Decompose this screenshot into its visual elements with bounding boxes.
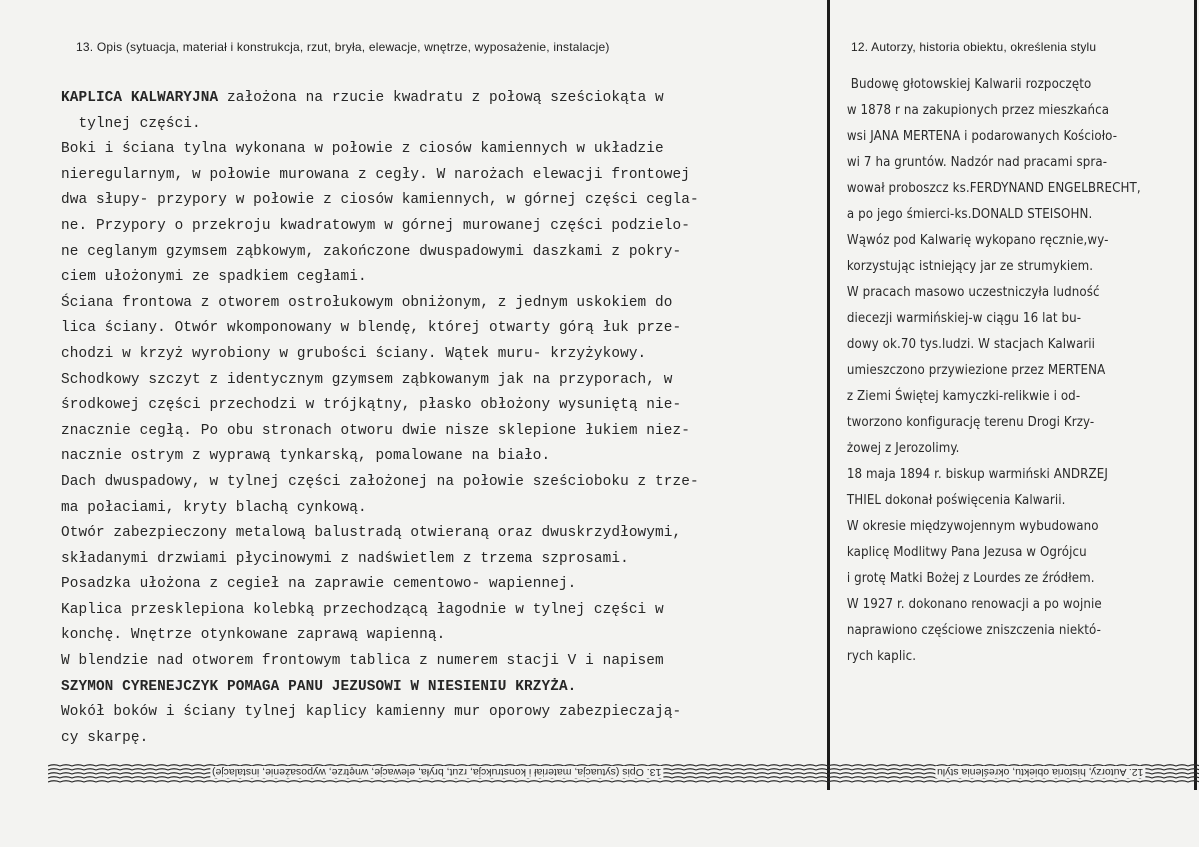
text-line: konchę. Wnętrze otynkowane zaprawą wapienną. <box>61 627 446 644</box>
text-line: i grotę Matki Bożej z Lourdes ze źródłem. <box>843 571 1095 586</box>
mirrored-section-13-header: 13. Opis (sytuacja, materiał i konstrukcja, rzut, bryła, elewacje, wnętrze, wyposażenie, instalacje) <box>212 766 662 778</box>
text-line: nacznie ostrym z wyprawą tynkarską, pomalowane na biało. <box>61 448 551 465</box>
text-line: Otwór zabezpieczony metalową balustradą otwieraną oraz dwuskrzydłowymi, <box>61 525 682 542</box>
text-line: wował proboszcz ks.FERDYNAND ENGELBRECHT, <box>843 181 1141 196</box>
text-line: W blendzie nad otworem frontowym tablica z numerem stacji V i napisem <box>61 653 664 670</box>
text-line: naprawiono częściowe zniszczenia niektó- <box>843 623 1102 638</box>
text-line: składanymi drzwiami płycinowymi z nadświetlem z trzema szprosami. <box>61 550 629 567</box>
text-line: Kaplica przesklepiona kolebką przechodzącą łagodnie w tylnej części w <box>61 601 664 618</box>
text-line: tylnej części. <box>61 115 201 132</box>
text-line: Boki i ściana tylna wykonana w połowie z ciosów kamiennych w układzie <box>61 141 664 158</box>
text-line: dwa słupy- przypory w połowie z ciosów kamiennych, w górnej części cegla- <box>61 192 699 209</box>
mirrored-section-12-header: 12. Autorzy, historia obiektu, określenia stylu <box>937 766 1144 778</box>
text-line: Wąwóz pod Kalwarię wykopano ręcznie,wy- <box>843 233 1109 248</box>
section-12-header: 12. Autorzy, historia obiektu, określenia stylu <box>851 40 1097 54</box>
description-text <box>61 86 801 751</box>
text-line: z Ziemi Świętej kamyczki-relikwie i od- <box>843 389 1081 404</box>
inscription-line <box>61 675 801 701</box>
text-line: W okresie międzywojennym wybudowano <box>843 519 1099 534</box>
text-line: W pracach masowo uczestniczyła ludność <box>843 285 1100 300</box>
text-line: korzystując istniejący jar ze strumykiem. <box>843 259 1094 274</box>
text-line: THIEL dokonał poświęcenia Kalwarii. <box>843 493 1066 508</box>
text-line: wsi JANA MERTENA i podarowanych Kościoło- <box>843 129 1118 144</box>
text-line: diecezji warmińskiej-w ciągu 16 lat bu- <box>843 311 1082 326</box>
text-line: ne ceglanym gzymsem ząbkowym, zakończone dwuspadowymi daszkami z pokry- <box>61 243 682 260</box>
chapel-title: KAPLICA KALWARYJNA <box>61 90 219 106</box>
text-line: ma połaciami, kryty blachą cynkową. <box>61 499 367 516</box>
text-line: Wokół boków i ściany tylnej kaplicy kamienny mur oporowy zabezpieczają- <box>61 704 682 721</box>
text-line: kaplicę Modlitwy Pana Jezusa w Ogrójcu <box>843 545 1087 560</box>
section-13-header: 13. Opis (sytuacja, materiał i konstrukcja, rzut, bryła, elewacje, wnętrze, wyposażenie, instalacje) <box>76 40 610 54</box>
wave-line <box>48 781 1199 782</box>
text-line: żowej z Jerozolimy. <box>843 441 960 456</box>
column-divider <box>827 0 830 790</box>
text-line: w 1878 r na zakupionych przez mieszkańca <box>843 103 1110 118</box>
text-line: cy skarpę. <box>61 729 149 746</box>
text-line: Dach dwuspadowy, w tylnej części założonej na połowie sześcioboku z trze- <box>61 473 699 490</box>
text-line: ne. Przypory o przekroju kwadratowym w górnej murowanej części podzielo- <box>61 217 690 234</box>
text-line: rych kaplic. <box>843 649 917 664</box>
text-line: 18 maja 1894 r. biskup warmiński ANDRZEJ <box>843 467 1108 482</box>
text-line: znacznie cegłą. Po obu stronach otworu dwie nisze sklepione łukiem niez- <box>61 422 690 439</box>
text-line: chodzi w krzyż wyrobiony w grubości ściany. Wątek muru- krzyżykowy. <box>61 345 647 362</box>
text-line: tworzono konfigurację terenu Drogi Krzy- <box>843 415 1095 430</box>
text-line: Budowę głotowskiej Kalwarii rozpoczęto <box>843 77 1092 92</box>
text-line: Posadzka ułożona z cegieł na zaprawie cementowo- wapiennej. <box>61 576 577 593</box>
text-line: W 1927 r. dokonano renowacji a po wojnie <box>843 597 1102 612</box>
text-line: nieregularnym, w połowie murowana z cegły. W narożach elewacji frontowej <box>61 166 690 183</box>
right-border <box>1194 0 1197 790</box>
text-line: a po jego śmierci-ks.DONALD STEISOHN. <box>843 207 1093 222</box>
text-line: wi 7 ha gruntów. Nadzór nad pracami spra- <box>843 155 1108 170</box>
text-line: lica ściany. Otwór wkomponowany w blendę, której otwarty górą łuk prze- <box>61 320 682 337</box>
text-line: Ściana frontowa z otworem ostrołukowym obniżonym, z jednym uskokiem do <box>61 294 673 311</box>
text-line: środkowej części przechodzi w trójkątny, płasko obłożony wysuniętą nie- <box>61 397 682 414</box>
first-line <box>61 86 801 112</box>
text-line: dowy ok.70 tys.ludzi. W stacjach Kalwarii <box>843 337 1096 352</box>
station-inscription: SZYMON CYRENEJCZYK POMAGA PANU JEZUSOWI W NIESIENIU KRZYŻA. <box>61 678 577 695</box>
text-line: Schodkowy szczyt z identycznym gzymsem ząbkowanym jak na przyporach, w <box>61 371 673 388</box>
text-line: ciem ułożonymi ze spadkiem cegłami. <box>61 269 367 286</box>
history-text <box>843 72 1193 670</box>
text-line: umieszczono przywiezione przez MERTENA <box>843 363 1106 378</box>
text-line: założona na rzucie kwadratu z połową sześciokąta w <box>218 90 664 106</box>
